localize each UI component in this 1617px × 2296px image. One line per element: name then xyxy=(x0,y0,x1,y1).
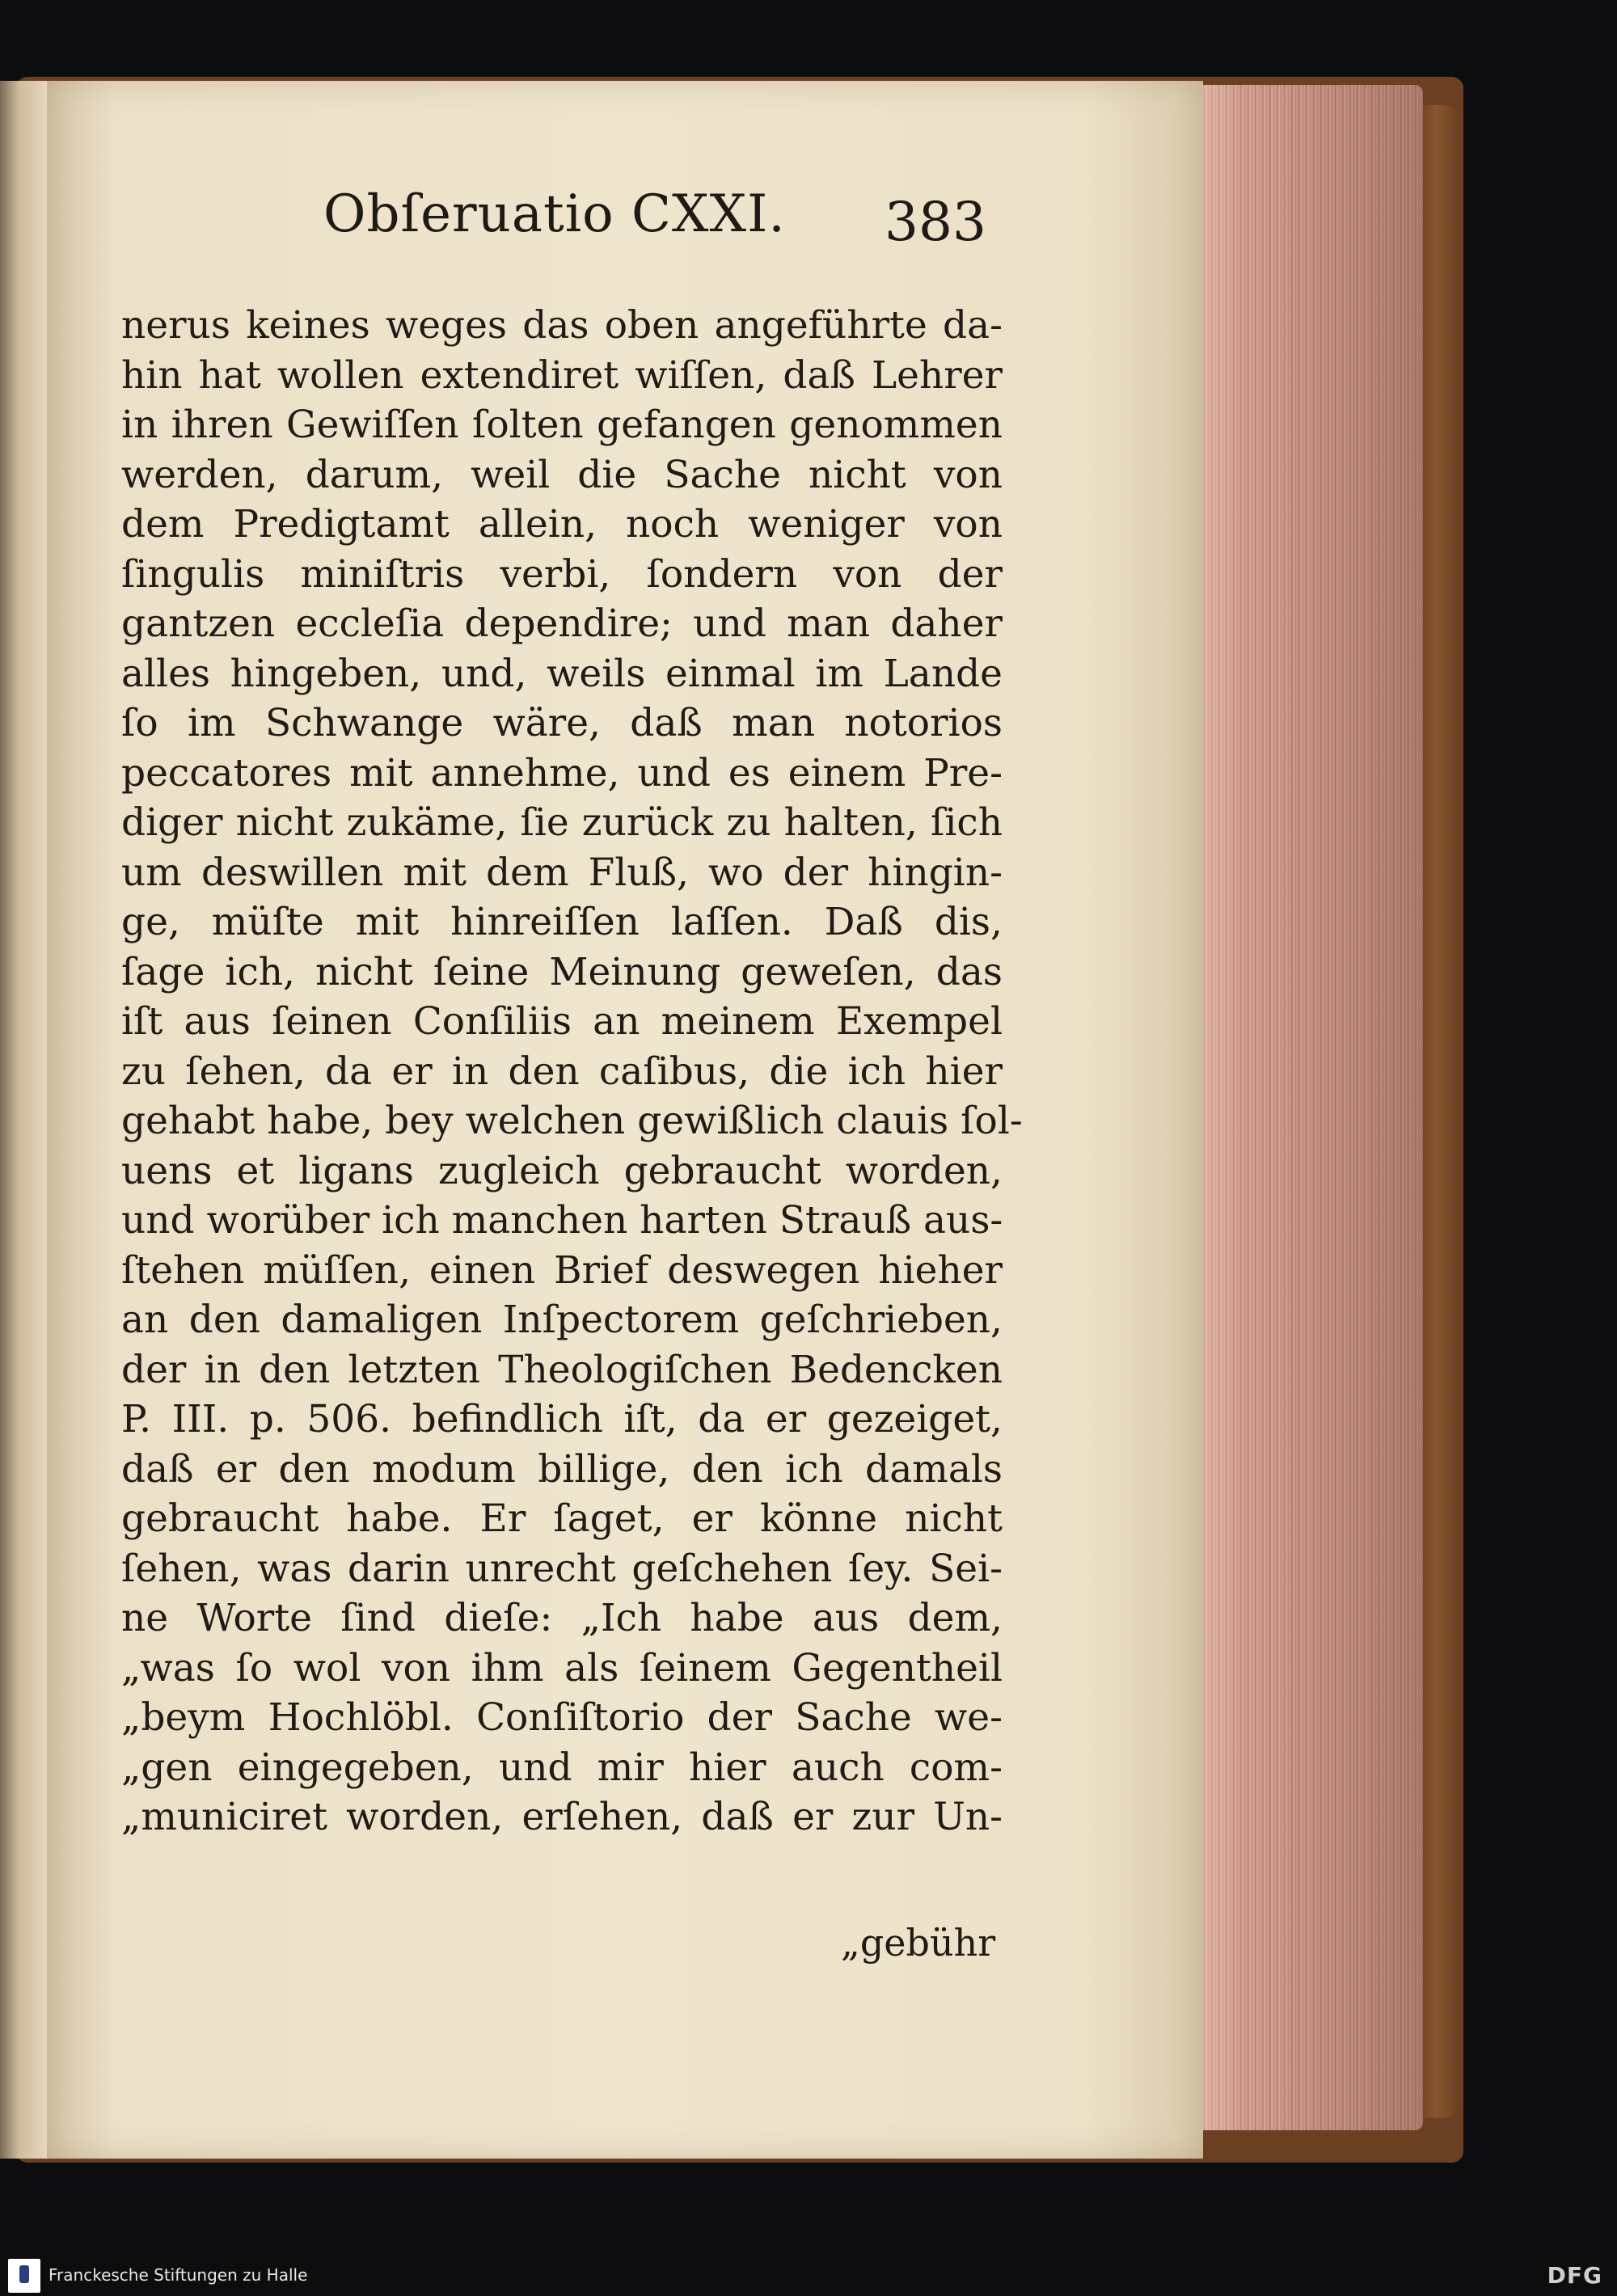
text-line: um deswillen mit dem Fluß, wo der hingin- xyxy=(121,850,1003,895)
institution-logo-icon xyxy=(8,2259,40,2293)
text-line: ſingulis miniſtris verbi, ſondern von der xyxy=(121,551,1003,597)
text-line: ſo im Schwange wäre, daß man notorios xyxy=(121,701,1003,745)
text-line: diger nicht zukäme, ſie zurück zu halten, ſich xyxy=(121,800,1003,845)
text-line: „municiret worden, erſehen, daß er zur Un- xyxy=(121,1795,1003,1839)
text-line: iſt aus ſeinen Conſiliis an meinem Exempel xyxy=(121,999,1003,1044)
viewer-footer xyxy=(0,2256,1617,2296)
text-line: werden, darum, weil die Sache nicht von xyxy=(121,452,1003,497)
text-line: gebraucht habe. Er ſaget, er könne nicht xyxy=(121,1496,1003,1541)
text-line: gantzen eccleſia dependire; und man daher xyxy=(121,601,1003,646)
text-line: an den damaligen Inſpectorem geſchrieben, xyxy=(121,1298,1003,1342)
page-number: 383 xyxy=(884,191,986,253)
text-line: ge, müſte mit hinreiſſen laſſen. Daß dis, xyxy=(121,900,1003,944)
text-line: alles hingeben, und, weils einmal im Lande xyxy=(121,651,1003,696)
text-line: „gen eingegeben, und mir hier auch com- xyxy=(121,1745,1003,1790)
page-body-text xyxy=(121,301,1023,1842)
text-line: peccatores mit annehme, und es einem Pre- xyxy=(121,750,1003,796)
text-line: in ihren Gewiſſen ſolten gefangen genommen xyxy=(121,403,1003,447)
text-line: nerus keines weges das oben angeführte da- xyxy=(121,303,1003,348)
text-line: ſehen, was darin unrecht geſchehen ſey. Sei- xyxy=(121,1546,1003,1591)
text-line: dem Predigtamt allein, noch weniger von xyxy=(121,502,1003,547)
text-line: P. III. p. 506. befindlich iſt, da er gezeiget, xyxy=(121,1397,1003,1441)
dfg-logo: DFG xyxy=(1547,2262,1602,2289)
text-line: „was ſo wol von ihm als ſeinem Gegentheil xyxy=(121,1645,1003,1690)
running-title: Obſeruatio CXXI. xyxy=(323,184,786,244)
page-header xyxy=(323,184,986,265)
institution-label: Franckesche Stiftungen zu Halle xyxy=(49,2265,308,2285)
text-line: ſtehen müſſen, einen Brief deswegen hieher xyxy=(121,1247,1003,1293)
text-line: ſage ich, nicht ſeine Meinung geweſen, das xyxy=(121,949,1003,994)
text-line: zu ſehen, da er in den caſibus, die ich hier xyxy=(121,1049,1003,1094)
page-edges-shading xyxy=(1164,85,1423,2130)
text-line: hin hat wollen extendiret wiſſen, daß Lehrer xyxy=(121,352,1003,398)
text-line: uens et ligans zugleich gebraucht worden, xyxy=(121,1148,1003,1193)
text-line: und worüber ich manchen harten Strauß aus- xyxy=(121,1198,1003,1243)
catchword: „gebühr xyxy=(841,1921,996,1965)
text-line: gehabt habe, bey welchen gewißlich clauis ſol- xyxy=(121,1099,1023,1143)
text-line: ne Worte ſind dieſe: „Ich habe aus dem, xyxy=(121,1596,1003,1640)
text-line: daß er den modum billige, den ich damals xyxy=(121,1446,1003,1492)
facing-page-edge xyxy=(0,81,49,2159)
text-line: der in den letzten Theologiſchen Bedencken xyxy=(121,1347,1003,1392)
text-line: „beym Hochlöbl. Conſiſtorio der Sache we- xyxy=(121,1695,1003,1740)
